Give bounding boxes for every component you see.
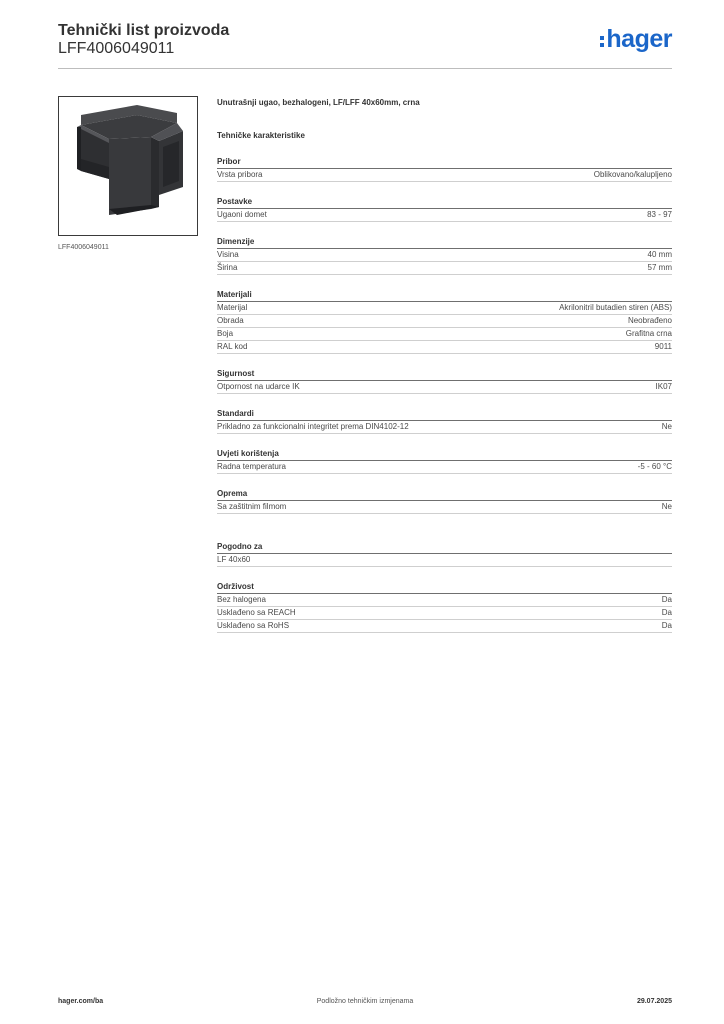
section-title: Održivost: [217, 582, 672, 594]
spec-row: [217, 262, 672, 275]
section-title: Materijali: [217, 290, 672, 302]
spec-row: [217, 607, 672, 620]
spec-label: Materijal: [217, 303, 248, 312]
product-image: [58, 96, 198, 236]
section-pogodno-za: [217, 542, 672, 567]
product-description: Unutrašnji ugao, bezhalogeni, LF/LFF 40x60mm, crna: [217, 98, 420, 107]
spec-value: Ne: [661, 422, 672, 431]
product-code: LFF4006049011: [58, 40, 175, 57]
section-odrzivost: [217, 582, 672, 633]
spec-label: Usklađeno sa RoHS: [217, 621, 290, 630]
spec-value: Ne: [661, 502, 672, 511]
spec-row: [217, 209, 672, 222]
section-title: Sigurnost: [217, 369, 672, 381]
spec-row: [217, 315, 672, 328]
spec-row: [217, 594, 672, 607]
spec-value: Akrilonitril butadien stiren (ABS): [559, 303, 672, 312]
spec-value: 83 - 97: [647, 210, 672, 219]
spec-value: Oblikovano/kalupljeno: [593, 170, 672, 179]
spec-label: Boja: [217, 329, 234, 338]
document-title: Tehnički list proizvoda: [58, 22, 230, 39]
spec-row: [217, 421, 672, 434]
spec-label: Usklađeno sa REACH: [217, 608, 296, 617]
spec-value: 57 mm: [647, 263, 672, 272]
spec-label: Bez halogena: [217, 595, 266, 604]
spec-value: IK07: [655, 382, 672, 391]
spec-value: 40 mm: [647, 250, 672, 259]
section-pribor: [217, 157, 672, 182]
section-standardi: [217, 409, 672, 434]
spec-value: Da: [661, 608, 672, 617]
section-title: Oprema: [217, 489, 672, 501]
spec-label: Visina: [217, 250, 239, 259]
spec-label: Ugaoni domet: [217, 210, 267, 219]
spec-value: Da: [661, 595, 672, 604]
corner-piece-icon: [59, 97, 197, 235]
footer-date: 29.07.2025: [636, 998, 672, 1005]
spec-value: -5 - 60 °C: [637, 462, 672, 471]
document-header: [58, 22, 672, 68]
spec-row: [217, 249, 672, 262]
spec-value: Grafitna crna: [625, 329, 672, 338]
header-divider: [58, 68, 672, 69]
section-title: Uvjeti korištenja: [217, 449, 672, 461]
section-sigurnost: [217, 369, 672, 394]
hager-logo: [600, 24, 672, 54]
section-uvjeti-koristenja: [217, 449, 672, 474]
section-title: Standardi: [217, 409, 672, 421]
spec-label: Radna temperatura: [217, 462, 286, 471]
section-title: Pribor: [217, 157, 672, 169]
logo-text: hager: [606, 25, 672, 53]
section-title: Pogodno za: [217, 542, 672, 554]
spec-label: Obrada: [217, 316, 244, 325]
spec-row: [217, 328, 672, 341]
spec-label: LF 40x60: [217, 555, 251, 564]
section-title: Dimenzije: [217, 237, 672, 249]
spec-value: Da: [661, 621, 672, 630]
spec-label: Sa zaštitnim filmom: [217, 502, 287, 511]
spec-row: [217, 381, 672, 394]
spec-row: [217, 501, 672, 514]
spec-heading: Tehničke karakteristike: [217, 131, 305, 140]
section-postavke: [217, 197, 672, 222]
spec-label: Otpornost na udarce IK: [217, 382, 300, 391]
spec-label: Vrsta pribora: [217, 170, 263, 179]
spec-row: [217, 341, 672, 354]
section-materijali: [217, 290, 672, 354]
section-dimenzije: [217, 237, 672, 275]
spec-label: Širina: [217, 263, 238, 272]
footer-notice: Podložno tehničkim izmjenama: [316, 998, 414, 1005]
spec-value: 9011: [654, 342, 672, 351]
section-title: Postavke: [217, 197, 672, 209]
spec-row: [217, 554, 672, 567]
spec-row: [217, 620, 672, 633]
spec-content: [217, 97, 672, 633]
spec-value: Neobrađeno: [627, 316, 672, 325]
section-oprema: [217, 489, 672, 514]
spec-label: RAL kod: [217, 342, 248, 351]
image-caption: LFF4006049011: [58, 244, 109, 251]
logo-dots-icon: [600, 36, 604, 47]
spec-row: [217, 169, 672, 182]
footer-website-link[interactable]: hager.com/ba: [58, 998, 104, 1005]
spec-row: [217, 302, 672, 315]
spec-row: [217, 461, 672, 474]
spec-label: Prikladno za funkcionalni integritet prema DIN4102-12: [217, 422, 409, 431]
